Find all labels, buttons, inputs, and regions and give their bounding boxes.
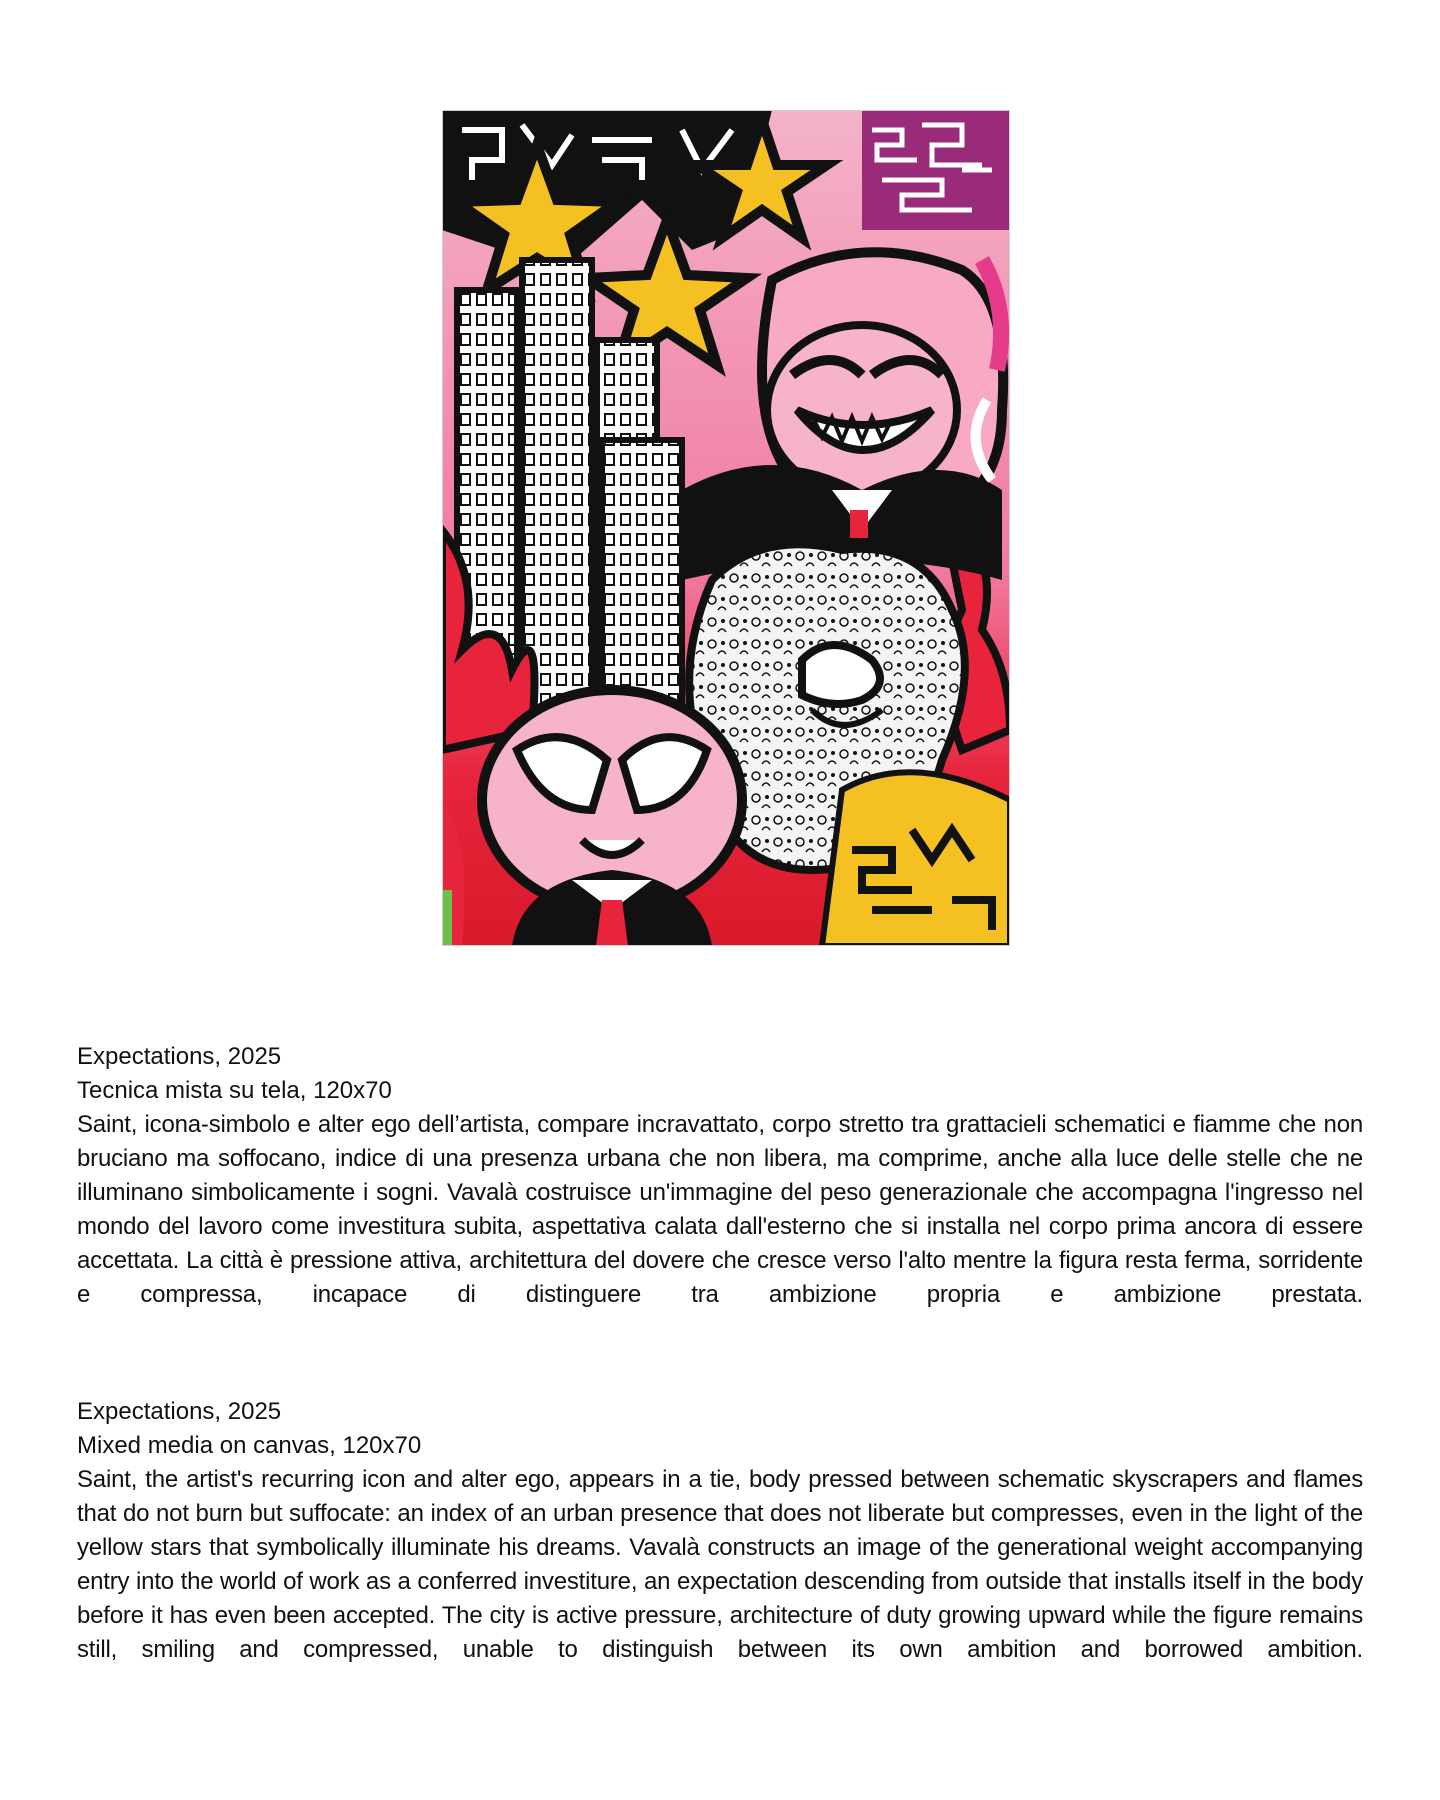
italian-caption xyxy=(77,1040,1363,1312)
artwork-medium-it: Tecnica mista su tela, 120x70 xyxy=(77,1077,392,1104)
english-caption xyxy=(77,1395,1363,1667)
artwork-description-en: Saint, the artist's recurring icon and alter ego, appears in a tie, body pressed between schematic skyscrapers and flames that do not burn but suffocate: an index of an urban presence that does not liberate but compresses, even in the light of the yellow stars that symbolically illuminate his dreams. Vavalà constructs an image of the generational weight accompanying entry into the world of work as a conferred investiture, an expectation descending from outside that installs itself in the body before it has even been accepted. The city is active pressure, architecture of duty growing upward while the figure remains still, smiling and compressed, unable to distinguish between its own ambition and borrowed ambition. xyxy=(77,1466,1363,1663)
painting-image xyxy=(442,110,1010,946)
artwork-medium-en: Mixed media on canvas, 120x70 xyxy=(77,1432,422,1459)
artwork-title-en: Expectations, 2025 xyxy=(77,1398,282,1425)
artwork-title-it: Expectations, 2025 xyxy=(77,1043,282,1070)
artwork-image xyxy=(442,110,1010,946)
artwork-description-it: Saint, icona-simbolo e alter ego dell’artista, compare incravattato, corpo stretto tra grattacieli schematici e fiamme che non bruciano ma soffocano, indice di una presenza urbana che non libera, ma comprime, anche alla luce delle stelle che ne illuminano simbolicamente i sogni. Vavalà costruisce un'immagine del peso generazionale che accompagna l'ingresso nel mondo del lavoro come investitura subita, aspettativa calata dall'esterno che si installa nel corpo prima ancora di essere accettata. La città è pressione attiva, architettura del dovere che cresce verso l'alto mentre la figura resta ferma, sorridente e compressa, incapace di distinguere tra ambizione propria e ambizione prestata. xyxy=(77,1111,1363,1308)
